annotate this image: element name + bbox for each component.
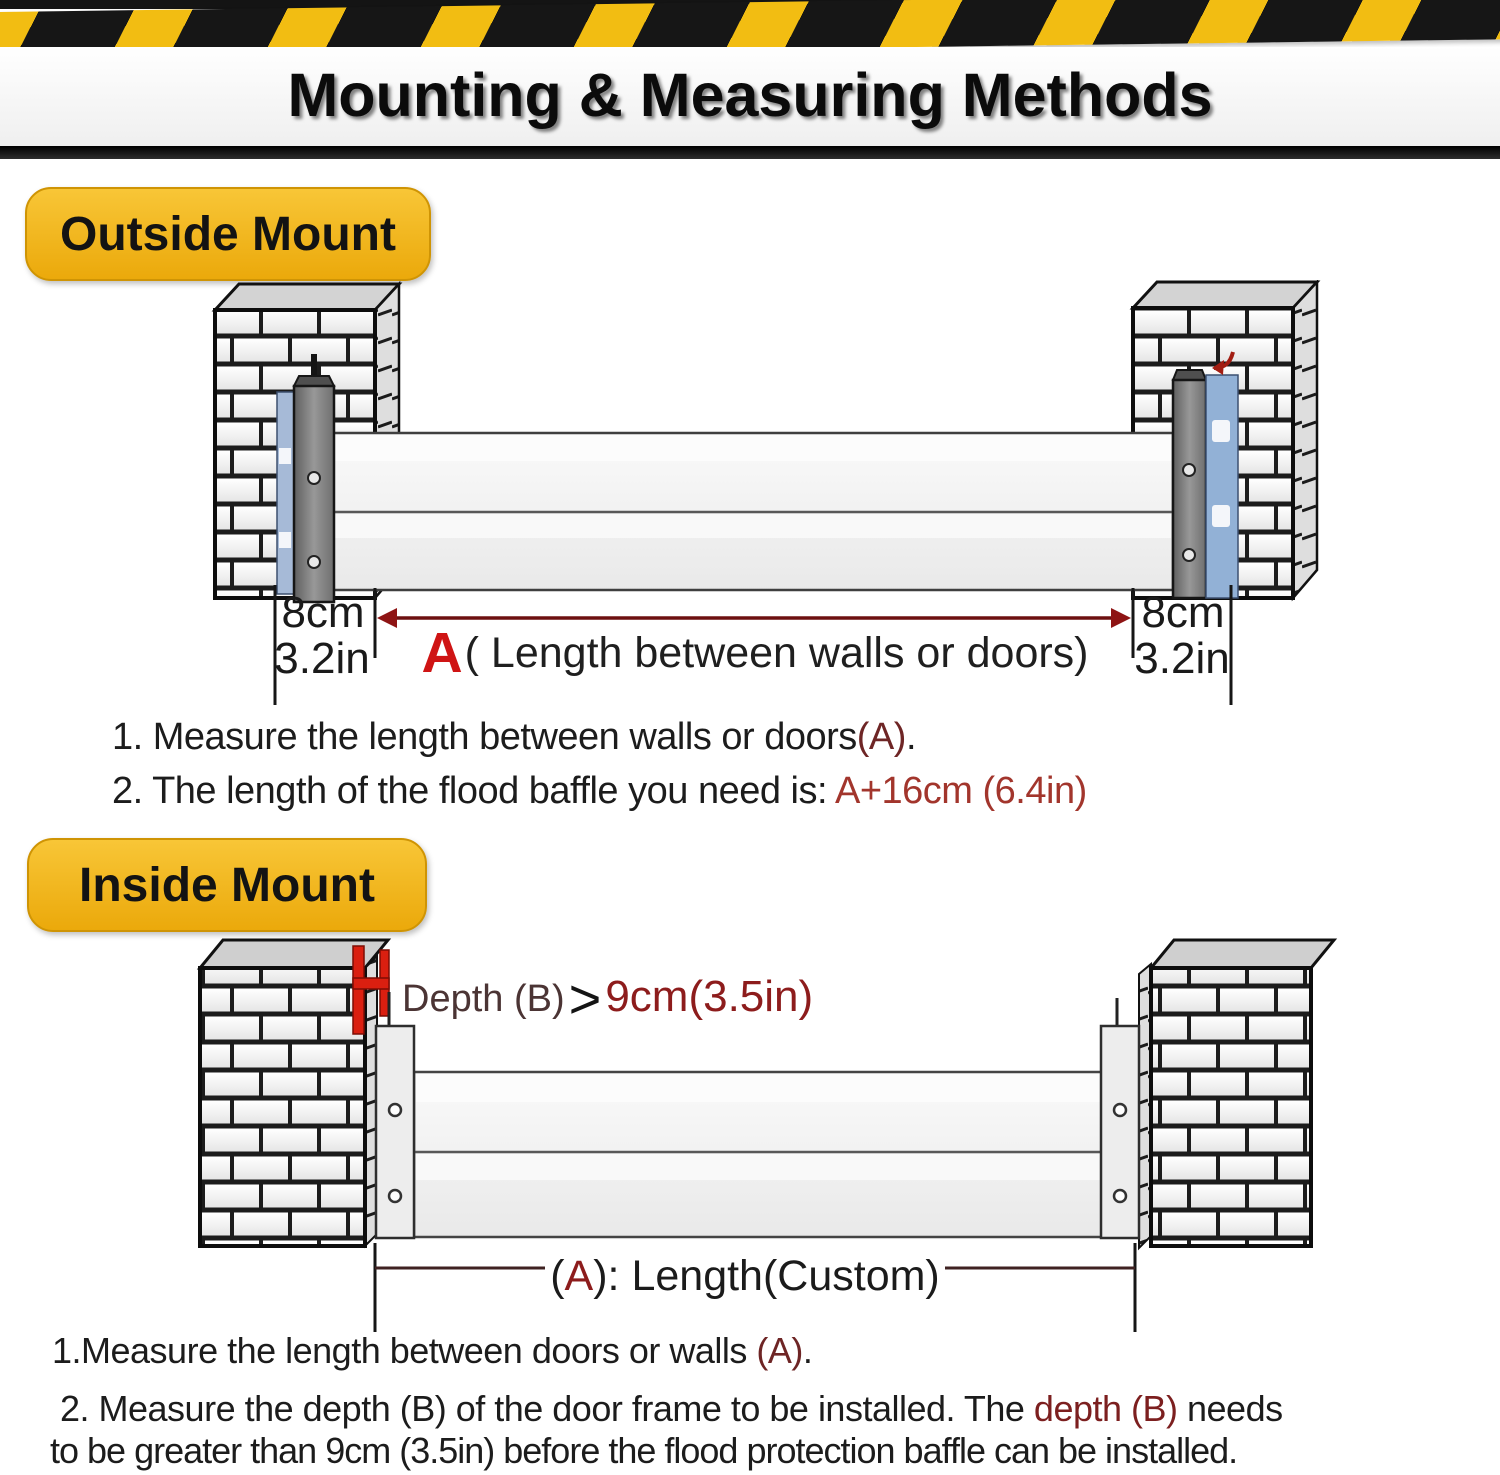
mounting-channel-right	[1173, 370, 1206, 598]
page-title: Mounting & Measuring Methods	[287, 61, 1213, 129]
inside-step1-text: 1.Measure the length between doors or walls	[52, 1330, 757, 1371]
dim-left-in-value: 3.2in	[274, 634, 370, 683]
seal-strip-left	[277, 392, 294, 594]
custom-a-letter: A	[564, 1252, 594, 1300]
outside-step-1	[112, 716, 916, 759]
title-underbar	[0, 146, 1500, 159]
dim-right-cm	[1136, 588, 1230, 637]
inside-step-3	[50, 1430, 1237, 1472]
outside-step1-text: 1. Measure the length between walls or doors	[112, 716, 857, 758]
dim-left-cm	[272, 588, 374, 637]
flood-barrier-panels-inside	[414, 1072, 1102, 1237]
dim-left-in	[266, 634, 378, 683]
inside-step2-text: 2. Measure the depth (B) of the door frame to be installed. The	[60, 1388, 1034, 1429]
dim-right-in-value: 3.2in	[1134, 634, 1230, 683]
outside-step2-text: 2. The length of the flood baffle you need is:	[112, 770, 835, 812]
dim-a-label	[380, 620, 1130, 686]
inside-mount-badge	[27, 838, 427, 932]
inside-step2-suffix: needs	[1177, 1388, 1283, 1429]
outside-mount-badge	[25, 187, 431, 281]
custom-paren-open: (	[550, 1252, 565, 1300]
custom-label-rest: ): Length(Custom)	[593, 1252, 940, 1300]
depth-value: 9cm(3.5in)	[605, 972, 814, 1021]
inside-step1-ref: (A)	[756, 1330, 803, 1371]
dim-a-letter: A	[421, 621, 463, 685]
inside-step-1	[52, 1330, 812, 1372]
dim-a-text: ( Length between walls or doors)	[464, 629, 1089, 677]
inside-step1-period: .	[802, 1330, 813, 1371]
outside-step-2	[112, 770, 1087, 813]
inside-step3-text: to be greater than 9cm (3.5in) before the flood protection baffle can be installed.	[50, 1430, 1238, 1471]
dim-right-in	[1132, 634, 1232, 683]
channel-bracket-right-inside	[1101, 998, 1139, 1238]
depth-label-text: Depth (B)	[402, 978, 565, 1020]
outside-step2-formula: A+16cm (6.4in)	[835, 770, 1087, 812]
inside-step-2	[60, 1388, 1283, 1430]
outside-mount-label: Outside Mount	[60, 207, 396, 261]
brick-pillar-right-inside	[1139, 940, 1334, 1248]
length-custom-label	[510, 1252, 980, 1301]
inside-step2-ref: depth (B)	[1033, 1388, 1178, 1429]
dim-right-cm-value: 8cm	[1141, 588, 1225, 637]
outside-step1-ref: (A)	[856, 716, 906, 758]
mounting-channel-left	[294, 354, 334, 602]
greater-than-sign: >	[568, 967, 602, 1030]
flood-barrier-panels	[333, 433, 1173, 590]
inside-mount-label: Inside Mount	[79, 858, 375, 912]
dim-left-cm-value: 8cm	[281, 588, 365, 637]
seal-strip-right	[1206, 375, 1238, 598]
outside-step1-period: .	[905, 716, 916, 758]
depth-requirement-label	[402, 966, 813, 1031]
